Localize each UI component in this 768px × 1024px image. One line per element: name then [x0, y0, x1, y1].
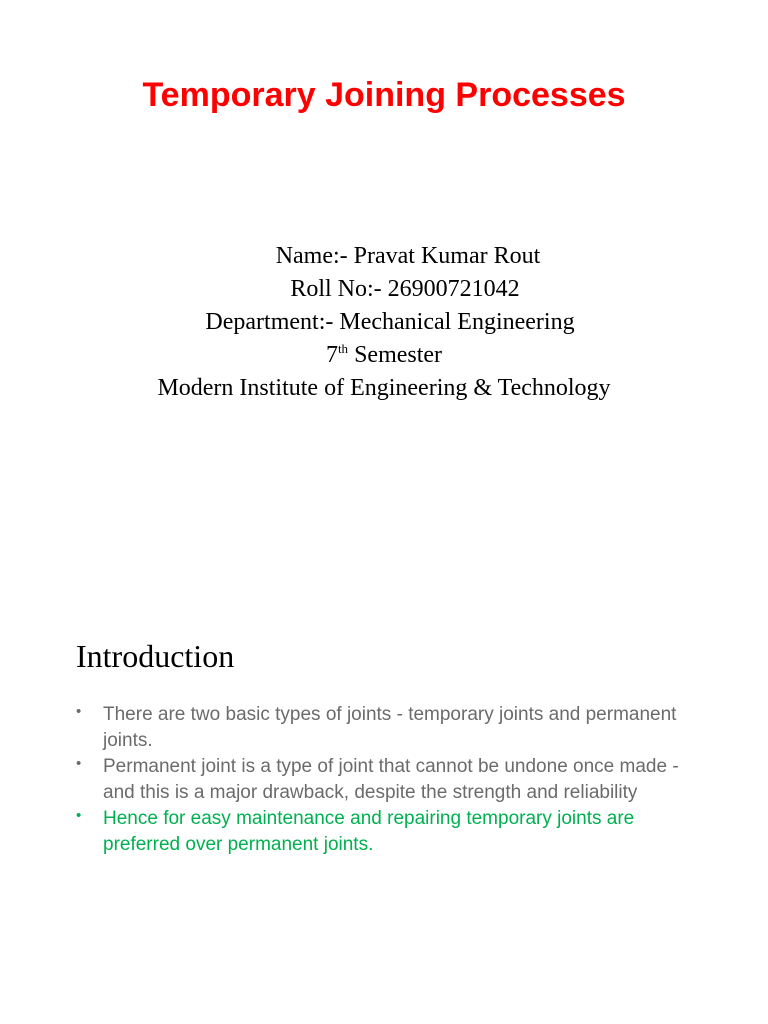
- department: Department:- Mechanical Engineering: [205, 309, 575, 335]
- institute-name: Modern Institute of Engineering & Technology: [157, 375, 611, 401]
- bullet-list: [76, 702, 696, 858]
- bullet-icon: •: [76, 807, 82, 824]
- bullet-icon: •: [76, 703, 82, 720]
- semester-word: Semester: [348, 342, 443, 368]
- author-info-block: [0, 240, 768, 405]
- bullet-text: There are two basic types of joints - temporary joints and permanent joints.: [103, 704, 677, 751]
- list-item: [76, 806, 696, 858]
- introduction-heading: Introduction: [76, 638, 235, 674]
- semester-number: 7: [325, 342, 338, 368]
- roll-number: Roll No:- 26900721042: [290, 276, 520, 302]
- bullet-icon: •: [76, 755, 82, 772]
- semester-suffix: th: [337, 341, 349, 356]
- bullet-text: Permanent joint is a type of joint that cannot be undone once made - and this is a major drawback, despite the strength and reliability: [103, 756, 679, 803]
- bullet-text: Hence for easy maintenance and repairing temporary joints are preferred over permanent joints.: [103, 808, 635, 855]
- slide-title: Temporary Joining Processes: [142, 76, 626, 114]
- semester: [0, 339, 768, 372]
- list-item: [76, 754, 696, 806]
- list-item: [76, 702, 696, 754]
- author-name: Name:- Pravat Kumar Rout: [275, 243, 541, 269]
